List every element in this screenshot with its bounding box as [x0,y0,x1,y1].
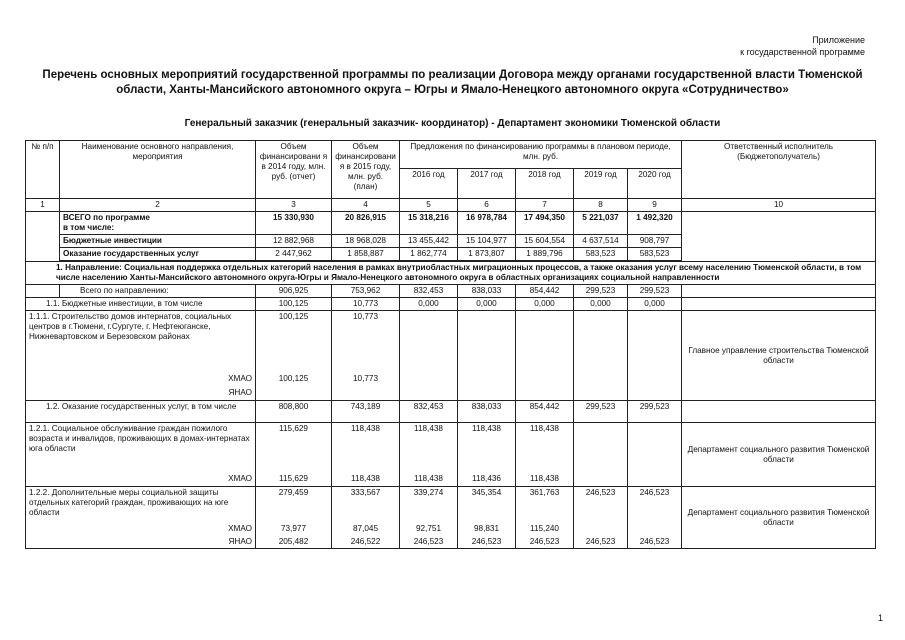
table-row-1-2-2: 1.2.2. Дополнительные меры социальной защиты отдельных категорий граждан, проживающих на юге области 279,459 333,567 339,274 345,354 361,763 246,523 246,523 Департамент социального развития Тюменской области [26,487,876,523]
s122-label: 1.2.2. Дополнительные меры социальной защиты отдельных категорий граждан, проживающих на юге области [26,487,256,523]
document-title: Перечень основных мероприятий государственной программы по реализации Договора между органами государственной власти Тюменской области, Ханты-Мансийского автономного округа – Югры и Ямало-Ненецкого автономного округа «Сотрудничество» [42,69,863,96]
s12-label: 1.2. Оказание государственных услуг, в том числе [26,401,256,423]
col-number: 3 [256,199,332,212]
column-number-row [26,199,876,212]
s11-label: 1.1. Бюджетные инвестиции, в том числе [26,298,256,311]
appendix-line-2: к государственной программе [740,47,865,57]
table-row-investments: Бюджетные инвестиции 12 882,968 18 968,028 13 455,442 15 104,977 15 604,554 4 637,514 908,797 [26,235,876,248]
services-label: Оказание государственных услуг [60,248,256,261]
s121-label: 1.2.1. Социальное обслуживание граждан пожилого возраста и инвалидов, проживающих в домах-интернатах юга области [26,423,256,473]
yanao-label: ЯНАО [26,387,256,401]
table-row-1-2-2-hmao: ХМАО 73,977 87,045 92,751 98,831 115,240 [26,523,876,536]
investments-label: Бюджетные инвестиции [60,235,256,248]
col-number: 6 [458,199,516,212]
col-2018-header: 2018 год [516,169,574,199]
hmao-label: ХМАО [26,373,256,387]
hmao-label: ХМАО [26,523,256,536]
appendix-note [740,34,865,58]
page-number: 1 [877,613,883,623]
col-number: 4 [332,199,400,212]
col-num-header: № п/п [26,141,60,199]
col-name-header: Наименование основного направления, мероприятия [60,141,256,199]
col-number: 2 [60,199,256,212]
table-row-services: Оказание государственных услуг 2 447,962 1 858,887 1 862,774 1 873,807 1 889,796 583,523 583,523 [26,248,876,261]
header-row-1 [26,141,876,169]
total-label: ВСЕГО по программе в том числе: [60,212,256,235]
general-customer: Генеральный заказчик (генеральный заказчик- координатор) - Департамент экономики Тюменской области [184,118,721,129]
col-number: 5 [400,199,458,212]
table-row-1-2: 1.2. Оказание государственных услуг, в том числе 808,800 743,189 832,453 838,033 854,442 299,523 299,523 [26,401,876,423]
table-row-direction-total: Всего по направлению: 906,925 753,962 832,453 838,033 854,442 299,523 299,523 [26,285,876,298]
direction-total-label: Всего по направлению: [60,285,256,298]
col-number: 7 [516,199,574,212]
col-number: 9 [628,199,682,212]
s122-executor: Департамент социального развития Тюменской области [682,487,876,549]
s121-executor: Департамент социального развития Тюменской области [682,423,876,487]
col-number: 10 [682,199,876,212]
col-proposals-header: Предложения по финансированию программы в плановом периоде, млн. руб. [400,141,682,169]
hmao-label: ХМАО [26,473,256,487]
col-2020-header: 2020 год [628,169,682,199]
col-2017-header: 2017 год [458,169,516,199]
yanao-label: ЯНАО [26,536,256,549]
appendix-line-1: Приложение [812,35,865,45]
table-row-1-1: 1.1. Бюджетные инвестиции, в том числе 100,125 10,773 0,000 0,000 0,000 0,000 0,000 [26,298,876,311]
direction-text: 1. Направление: Социальная поддержка отдельных категорий населения в рамках внутриобластных миграционных процессов, а также оказания услуг всему населению Тюменской области, в том числе населению Ханты-Мансийского автономного округа-Югры и Ямало-Ненецкого автономного округа в областных организациях социальной направленности [26,262,876,285]
s111-executor: Главное управление строительства Тюменской области [682,311,876,401]
col-2014-header: Объем финансировани я в 2014 году, млн. руб. (отчет) [256,141,332,199]
col-2019-header: 2019 год [574,169,628,199]
table-row-total: ВСЕГО по программе в том числе: 15 330,930 20 826,915 15 318,216 16 978,784 17 494,350 5 221,037 1 492,320 [26,212,876,235]
table-row-1-1-1-hmao: ХМАО 100,125 10,773 [26,373,876,387]
s111-label: 1.1.1. Строительство домов интернатов, социальных центров в г.Тюмени, г.Сургуте, г. Нефтеюганске, Нижневартовском и Березовском районах [26,311,256,373]
col-number: 1 [26,199,60,212]
table-row-direction [26,262,876,285]
table-row-1-2-2-yanao: ЯНАО 205,482 246,522 246,523 246,523 246,523 246,523 246,523 [26,536,876,549]
table-row-1-2-1-hmao: ХМАО 115,629 118,438 118,438 118,436 118,438 [26,473,876,487]
table-row-1-2-1: 1.2.1. Социальное обслуживание граждан пожилого возраста и инвалидов, проживающих в домах-интернатах юга области 115,629 118,438 118,438 118,438 118,438 Департамент социального развития Тюменской области [26,423,876,473]
col-2016-header: 2016 год [400,169,458,199]
program-table [25,140,876,549]
col-2015-header: Объем финансировани я в 2015 году, млн. руб. (план) [332,141,400,199]
table-row-1-1-1: 1.1.1. Строительство домов интернатов, социальных центров в г.Тюмени, г.Сургуте, г. Нефтеюганске, Нижневартовском и Березовском районах 100,125 10,773 Главное управление строительства Тюменской области [26,311,876,373]
col-executor-header: Ответственный исполнитель (Бюджетополучатель) [682,141,876,199]
col-number: 8 [574,199,628,212]
